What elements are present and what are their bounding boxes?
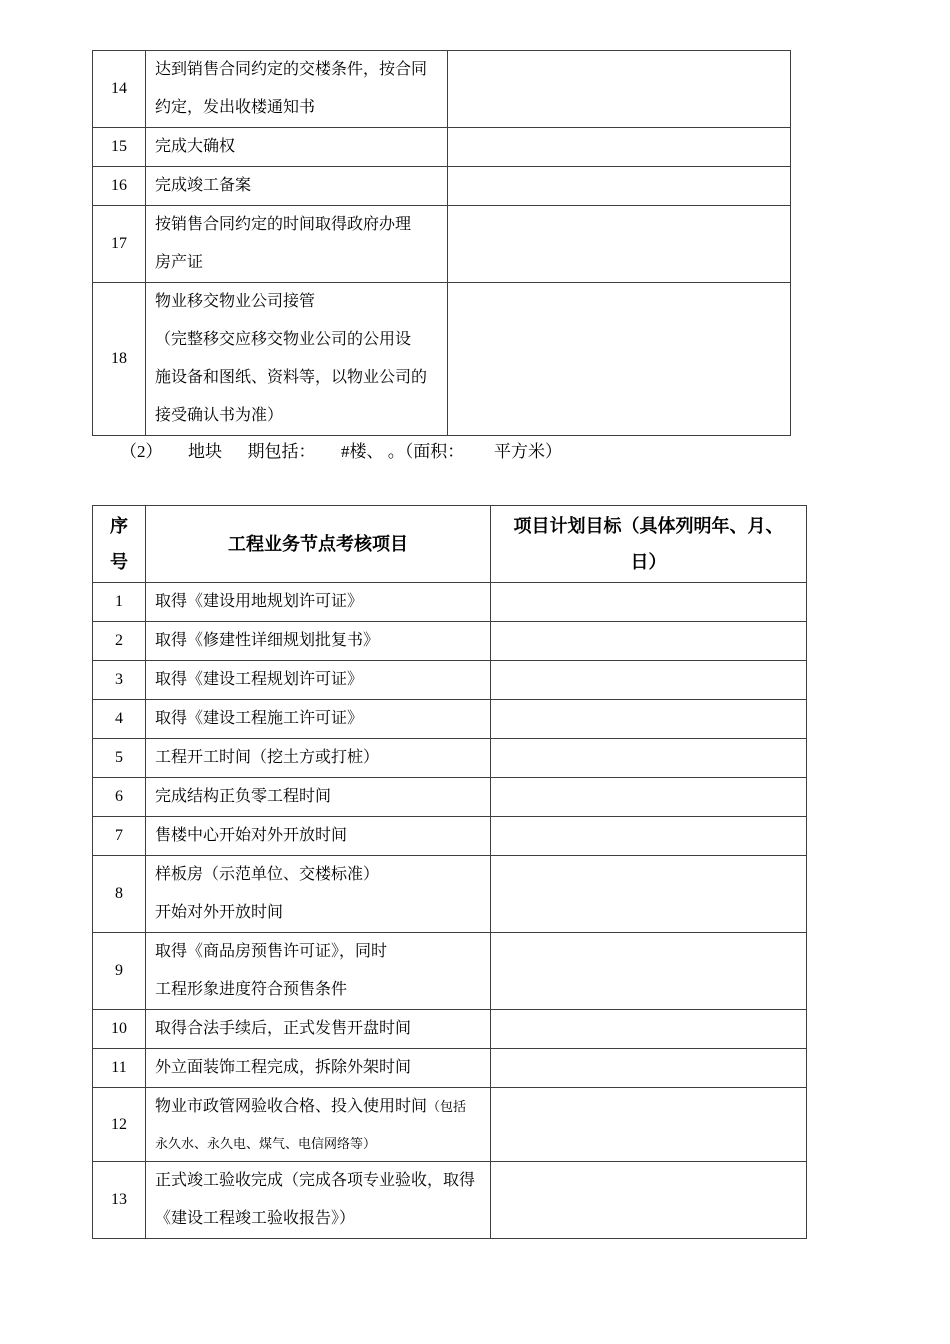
item-line: 取得《商品房预售许可证》，同时 — [155, 943, 388, 960]
item-line: 外立面装饰工程完成，拆除外架时间 — [155, 1059, 412, 1076]
target-cell — [491, 1088, 807, 1162]
item-line — [155, 1088, 484, 1126]
item-cell — [146, 661, 491, 700]
item-line: 按销售合同约定的时间取得政府办理 — [155, 216, 412, 233]
item-cell — [146, 700, 491, 739]
table-row — [93, 661, 807, 700]
target-cell — [491, 583, 807, 622]
item-line: 取得《建设工程规划许可证》 — [155, 671, 364, 688]
row-number-cell: 5 — [93, 739, 146, 778]
target-cell — [448, 167, 791, 206]
plot-section-paragraph: （2） 地块 期包括： #楼、 。（面积： 平方米） — [120, 442, 562, 461]
item-cell — [146, 739, 491, 778]
table-row — [93, 1162, 807, 1239]
item-line: 房产证 — [155, 254, 204, 271]
item-line: 售楼中心开始对外开放时间 — [155, 827, 348, 844]
target-cell — [491, 1010, 807, 1049]
item-line: 取得《修建性详细规划批复书》 — [155, 632, 380, 649]
item-line: 完成竣工备案 — [155, 177, 252, 194]
table-row — [93, 1049, 807, 1088]
item-line: 正式竣工验收完成（完成各项专业验收，取得 — [155, 1172, 476, 1189]
item-line: 工程开工时间（挖土方或打桩） — [155, 749, 380, 766]
row-number-cell: 6 — [93, 778, 146, 817]
item-line: 工程形象进度符合预售条件 — [155, 981, 348, 998]
item-line-small-text: （包括 — [427, 1099, 467, 1114]
item-cell — [146, 51, 448, 128]
table-row — [93, 583, 807, 622]
target-cell — [491, 739, 807, 778]
target-cell — [491, 778, 807, 817]
row-number-cell: 14 — [93, 51, 146, 128]
item-line: 施设备和图纸、资料等，以物业公司的 — [155, 369, 428, 386]
table-row — [93, 1010, 807, 1049]
table-row — [93, 1088, 807, 1162]
assessment-table — [92, 505, 807, 1239]
row-number-cell: 16 — [93, 167, 146, 206]
row-number-cell: 11 — [93, 1049, 146, 1088]
row-number-cell: 18 — [93, 283, 146, 436]
item-cell — [146, 1049, 491, 1088]
item-line: 样板房（示范单位、交楼标准） — [155, 866, 380, 883]
row-number-cell: 12 — [93, 1088, 146, 1162]
item-cell — [146, 583, 491, 622]
item-cell — [146, 1088, 491, 1162]
item-cell — [146, 933, 491, 1010]
row-number-cell: 4 — [93, 700, 146, 739]
target-cell — [491, 661, 807, 700]
item-cell — [146, 167, 448, 206]
target-cell — [491, 700, 807, 739]
item-cell — [146, 856, 491, 933]
target-cell — [491, 817, 807, 856]
row-number-cell: 7 — [93, 817, 146, 856]
target-cell — [448, 128, 791, 167]
item-line: 约定，发出收楼通知书 — [155, 99, 316, 116]
table-row — [93, 817, 807, 856]
item-cell — [146, 1162, 491, 1239]
table-row — [93, 206, 791, 283]
table-header-row — [93, 506, 807, 583]
item-line: 取得《建设用地规划许可证》 — [155, 593, 364, 610]
item-line: 达到销售合同约定的交楼条件，按合同 — [155, 61, 428, 78]
header-item: 工程业务节点考核项目 — [146, 506, 491, 583]
table-row — [93, 933, 807, 1010]
row-number-cell: 10 — [93, 1010, 146, 1049]
table-row — [93, 778, 807, 817]
item-line: 开始对外开放时间 — [155, 904, 284, 921]
target-cell — [491, 933, 807, 1010]
item-line-small: 永久水、永久电、煤气、电信网络等） — [155, 1136, 377, 1151]
item-line: 《建设工程竣工验收报告》） — [155, 1210, 356, 1227]
item-line: 完成大确权 — [155, 138, 236, 155]
row-number-cell: 1 — [93, 583, 146, 622]
target-cell — [491, 1162, 807, 1239]
header-seq-no: 序号 — [93, 506, 146, 583]
item-line: （完整移交应移交物业公司的公用设 — [155, 331, 412, 348]
table-row — [93, 128, 791, 167]
table-row — [93, 739, 807, 778]
table-row — [93, 51, 791, 128]
table-row — [93, 622, 807, 661]
item-line-text: 物业市政管网验收合格、投入使用时间 — [155, 1098, 428, 1115]
table-row — [93, 283, 791, 436]
item-cell — [146, 283, 448, 436]
row-number-cell: 8 — [93, 856, 146, 933]
table-row — [93, 167, 791, 206]
target-cell — [448, 51, 791, 128]
row-number-cell: 17 — [93, 206, 146, 283]
row-number-cell: 9 — [93, 933, 146, 1010]
item-line: 取得《建设工程施工许可证》 — [155, 710, 364, 727]
table-row — [93, 856, 807, 933]
row-number-cell: 3 — [93, 661, 146, 700]
item-cell — [146, 778, 491, 817]
table-continuation — [92, 50, 791, 436]
target-cell — [491, 1049, 807, 1088]
row-number-cell: 13 — [93, 1162, 146, 1239]
item-cell — [146, 128, 448, 167]
item-line: 完成结构正负零工程时间 — [155, 788, 332, 805]
row-number-cell: 15 — [93, 128, 146, 167]
item-cell — [146, 206, 448, 283]
target-cell — [448, 206, 791, 283]
target-cell — [448, 283, 791, 436]
header-target: 项目计划目标（具体列明年、月、日） — [491, 506, 807, 583]
item-line: 物业移交物业公司接管 — [155, 293, 316, 310]
item-cell — [146, 1010, 491, 1049]
row-number-cell: 2 — [93, 622, 146, 661]
table-row — [93, 700, 807, 739]
item-cell — [146, 817, 491, 856]
item-line: 接受确认书为准） — [155, 407, 284, 424]
item-line: 取得合法手续后，正式发售开盘时间 — [155, 1020, 412, 1037]
target-cell — [491, 622, 807, 661]
target-cell — [491, 856, 807, 933]
item-cell — [146, 622, 491, 661]
